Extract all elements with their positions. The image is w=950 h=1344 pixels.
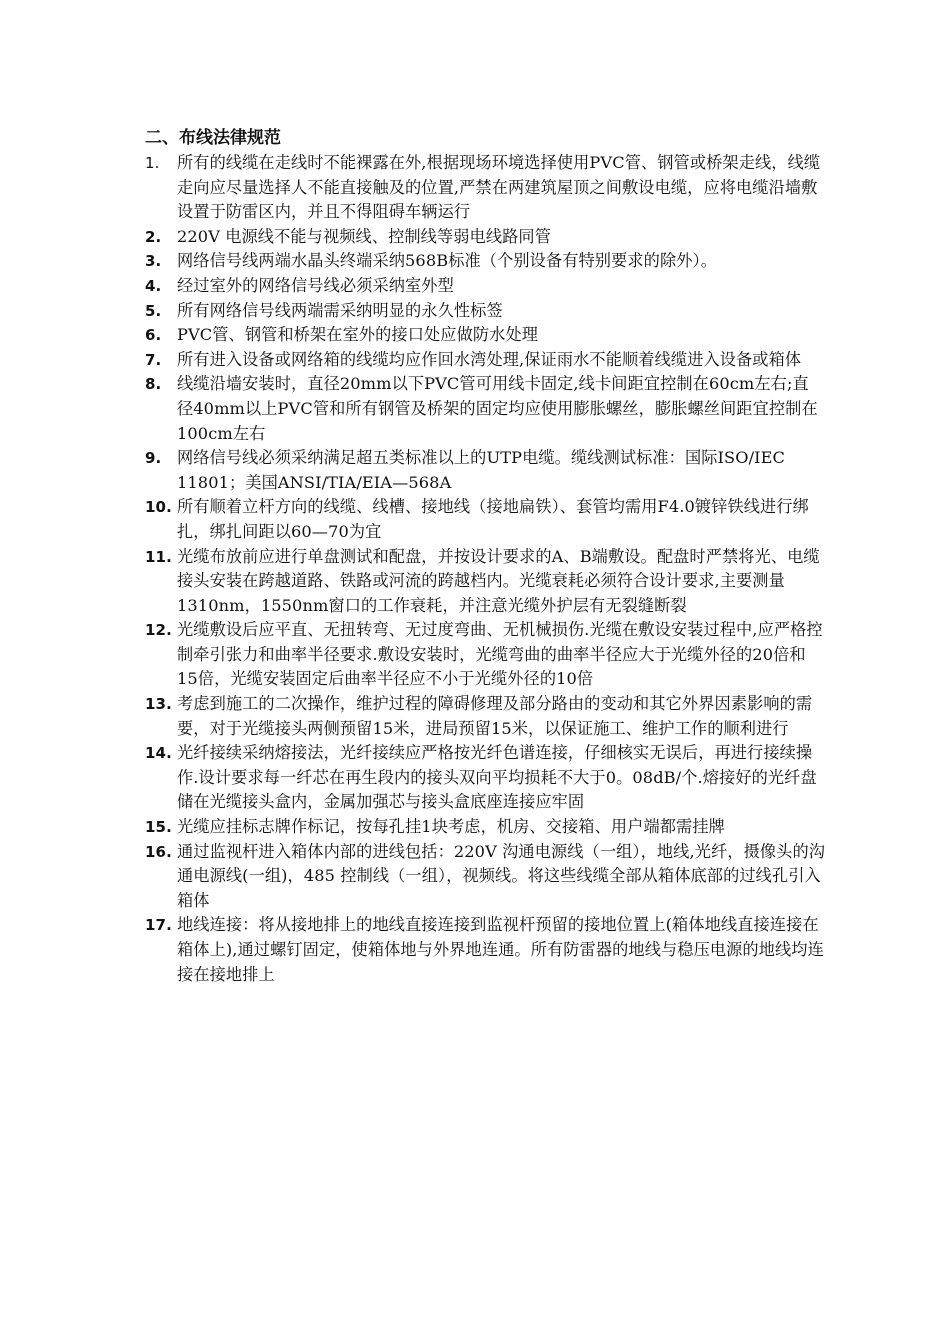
item-text: 所有进入设备或网络箱的线缆均应作回水湾处理,保证雨水不能顺着线缆进入设备或箱体 [177, 349, 802, 369]
list-item [145, 299, 825, 324]
item-text: 所有顺着立杆方向的线缆、线槽、接地线（接地扁铁）、套管均需用F4.0镀锌铁线进行绑扎，绑扎间距以60—70为宜 [177, 497, 809, 541]
item-number: 15. [145, 818, 172, 837]
item-text: 所有网络信号线两端需采纳明显的永久性标签 [177, 300, 503, 320]
list-item [145, 741, 825, 815]
item-text: 网络信号线必须采纳满足超五类标准以上的UTP电缆。缆线测试标准：国际ISO/IEC 11801；美国ANSI/TIA/EIA—568A [177, 448, 786, 492]
item-text: 光缆应挂标志牌作标记，按每孔挂1块考虑，机房、交接箱、用户端都需挂牌 [177, 817, 725, 837]
item-number: 17. [145, 916, 172, 935]
item-number: 10. [145, 498, 172, 517]
item-number: 6. [145, 326, 162, 345]
item-number: 5. [145, 301, 162, 320]
item-text: 经过室外的网络信号线必须采纳室外型 [177, 275, 454, 295]
list-item [145, 618, 825, 692]
list-item [145, 274, 825, 299]
list-item [145, 545, 825, 619]
item-text: 考虑到施工的二次操作，维护过程的障碍修理及部分路由的变动和其它外界因素影响的需要，对于光缆接头两侧预留15米，进局预留15米，以保证施工、维护工作的顺利进行 [177, 694, 813, 738]
item-number: 4. [145, 276, 162, 295]
list-item [145, 495, 825, 544]
item-text: 网络信号线两端水晶头终端采纳568B标准（个别设备有特别要求的除外）。 [177, 251, 718, 271]
item-number: 2. [145, 227, 162, 246]
list-item [145, 913, 825, 987]
list-item [145, 446, 825, 495]
list-item [145, 840, 825, 914]
item-number: 14. [145, 744, 172, 763]
item-text: PVC管、钢管和桥架在室外的接口处应做防水处理 [177, 325, 539, 345]
item-text: 光缆布放前应进行单盘测试和配盘，并按设计要求的A、B端敷设。配盘时严禁将光、电缆接头安装在跨越道路、铁路或河流的跨越档内。光缆衰耗必须符合设计要求,主要测量 1310nm，1550nm窗口的工作衰耗，并注意光缆外护层有无裂缝断裂 [177, 546, 820, 615]
list-item [145, 249, 825, 274]
item-number: 3. [145, 252, 162, 271]
item-number: 12. [145, 621, 172, 640]
item-text: 通过监视杆进入箱体内部的进线包括：220V 沟通电源线（一组），地线,光纤，摄像头的沟通电源线(一组)，485 控制线（一组），视频线。将这些线缆全部从箱体底部的过线孔引入箱体 [177, 841, 826, 910]
list-item [145, 372, 825, 446]
item-number: 11. [145, 547, 172, 566]
item-number: 13. [145, 695, 172, 714]
section-title: 二、布线法律规范 [145, 128, 281, 148]
item-text: 所有的线缆在走线时不能裸露在外,根据现场环境选择使用PVC管、钢管或桥架走线，线缆走向应尽量选择人不能直接触及的位置,严禁在两建筑屋顶之间敷设电缆，应将电缆沿墙敷设置于防雷区内，并且不得阻碍车辆运行 [177, 153, 821, 222]
item-text: 光缆敷设后应平直、无扭转弯、无过度弯曲、无机械损伤.光缆在敷设安装过程中,应严格控制牵引张力和曲率半径要求.敷设安装时，光缆弯曲的曲率半径应大于光缆外径的20倍和15倍，光缆安装固定后曲率半径应不小于光缆外径的10倍 [177, 620, 823, 689]
item-text: 地线连接：将从接地排上的地线直接连接到监视杆预留的接地位置上(箱体地线直接连接在箱体上),通过螺钉固定，使箱体地与外界地连通。所有防雷器的地线与稳压电源的地线均连接在接地排上 [177, 915, 824, 984]
item-text: 线缆沿墙安装时，直径20mm以下PVC管可用线卡固定,线卡间距宜控制在60cm左右;直径40mm以上PVC管和所有钢管及桥架的固定均应使用膨胀螺丝，膨胀螺丝间距宜控制在100cm左右 [177, 374, 818, 443]
item-text: 光纤接续采纳熔接法，光纤接续应严格按光纤色谱连接，仔细核实无误后，再进行接续操作.设计要求每一纤芯在再生段内的接头双向平均损耗不大于0。08dB/个.熔接好的光纤盘储在光缆接头盒内，金属加强芯与接头盒底座连接应牢固 [177, 743, 817, 812]
list-item [145, 692, 825, 741]
item-number: 7. [145, 350, 162, 369]
item-number: 9. [145, 449, 162, 468]
item-number: 8. [145, 375, 162, 394]
list-item [145, 151, 825, 225]
regulation-list [145, 151, 825, 987]
item-text: 220V 电源线不能与视频线、控制线等弱电线路同管 [177, 226, 551, 246]
item-number: 1. [145, 154, 160, 172]
list-item [145, 815, 825, 840]
list-item [145, 348, 825, 373]
item-number: 16. [145, 842, 172, 861]
list-item [145, 323, 825, 348]
list-item [145, 225, 825, 250]
